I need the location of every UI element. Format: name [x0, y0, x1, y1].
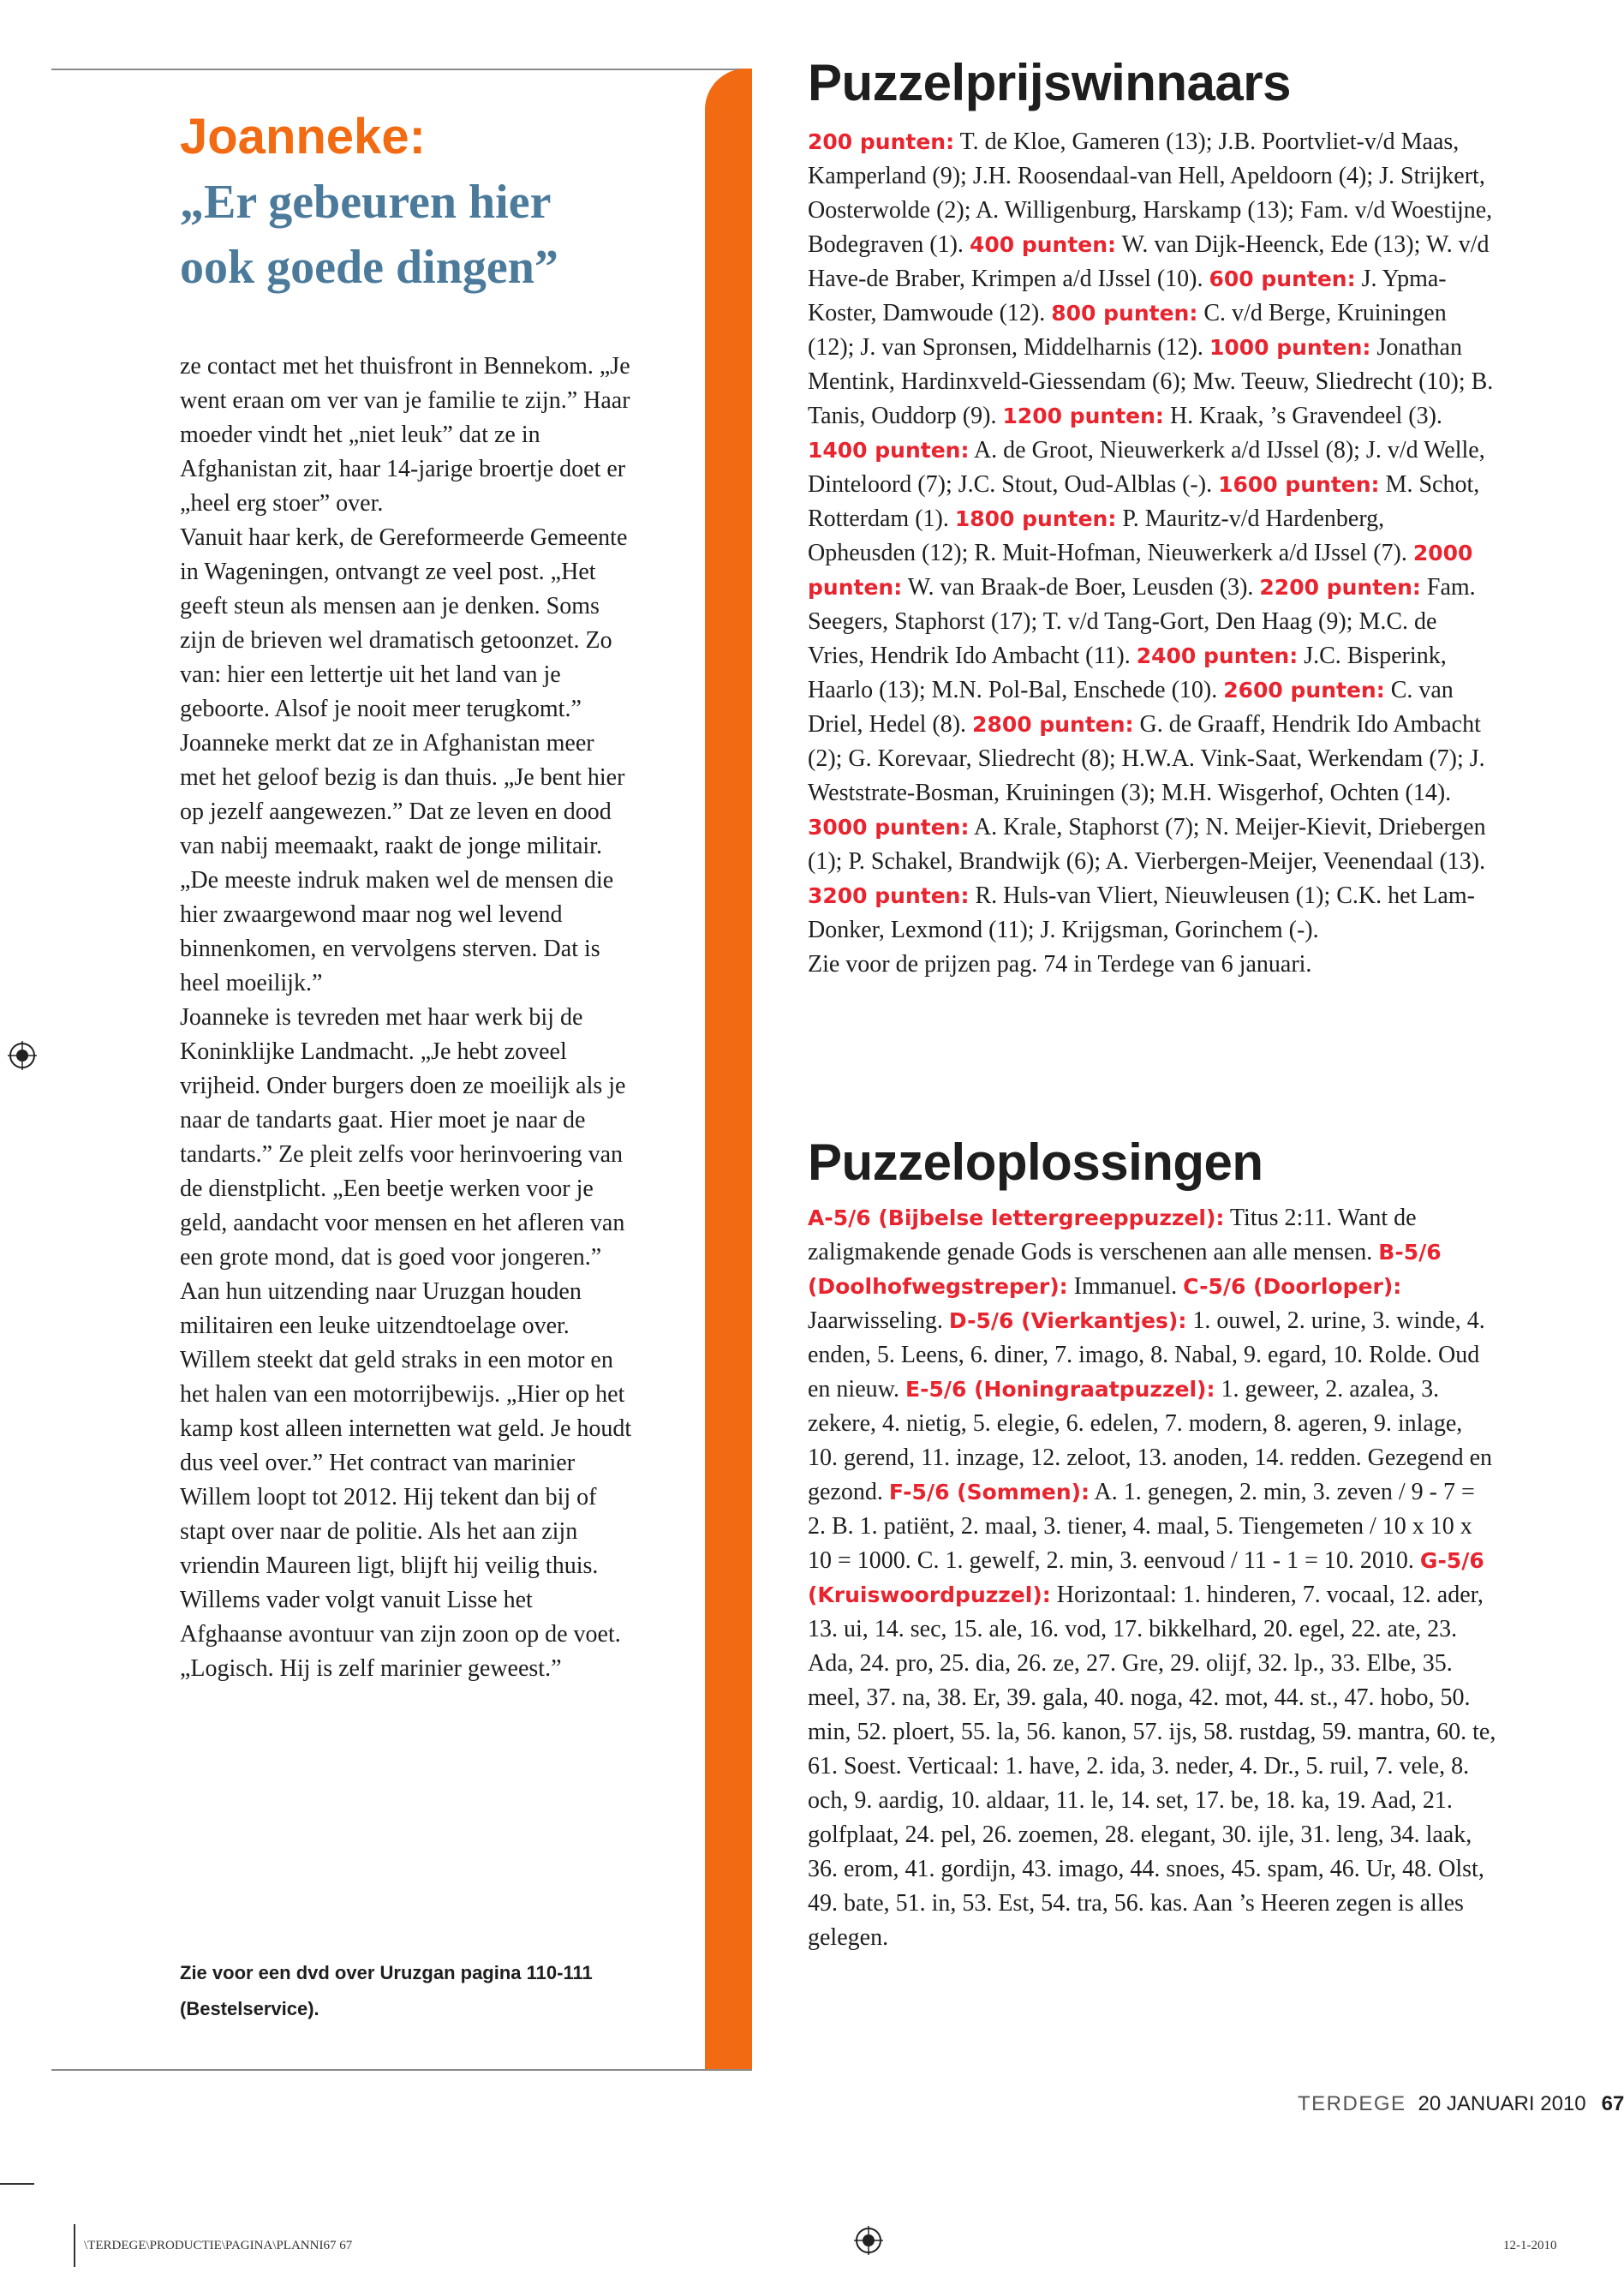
points-label: 1000 punten:	[1209, 335, 1371, 360]
bottom-rule	[51, 2069, 752, 2071]
points-label: 3000 punten:	[808, 815, 970, 840]
solutions-text	[808, 1201, 1497, 1955]
top-rule	[51, 69, 747, 70]
points-label: 2800 punten:	[972, 712, 1134, 737]
points-label: 2600 punten:	[1223, 678, 1385, 703]
winners-list: C. v/d Berge, Kruiningen (12); J. van Spronsen, Middelharnis (12).	[808, 300, 1447, 361]
winners-list: W. van Dijk-Heenck, Ede (13); W. v/d Have-de Braber, Krimpen a/d IJssel (10).	[808, 231, 1490, 292]
dvd-note: Zie voor een dvd over Uruzgan pagina 110-111 (Bestelservice).	[180, 1962, 593, 2019]
points-label: 800 punten:	[1051, 301, 1198, 326]
winners-list: G. de Graaff, Hendrik Ido Ambacht (2); G. Korevaar, Sliedrecht (8); H.W.A. Vink-Saat, Werkendam (7); J. Weststrate-Bosman, Kruiningen (3); M.H. Wisgerhof, Ochten (14).	[808, 711, 1485, 806]
winners-list: A. de Groot, Nieuwerkerk a/d IJssel (8); J. v/d Welle, Dinteloord (7); J.C. Stout, Oud-Alblas (-).	[808, 437, 1485, 498]
points-label: 200 punten:	[808, 129, 955, 154]
puzzle-answer: Immanuel.	[1067, 1273, 1184, 1300]
winners-title: Puzzelprijswinnaars	[808, 54, 1292, 111]
winners-section	[808, 53, 1497, 982]
winners-list: J.C. Bisperink, Haarlo (13); M.N. Pol-Bal, Enschede (10).	[808, 643, 1447, 703]
puzzle-label: E-5/6 (Honingraatpuzzel):	[905, 1377, 1215, 1402]
headline-quote-line1: „Er gebeuren hier	[180, 176, 552, 229]
winners-list: W. van Braak-de Boer, Leusden (3).	[902, 574, 1260, 601]
article-paragraph: ze contact met het thuisfront in Bennekom. „Je went eraan om ver van je familie te zijn.” Haar moeder vindt het „niet leuk” dat ze in Afghanistan zit, haar 14-jarige broertje doet er „heel erg stoer” over.	[180, 353, 630, 517]
solutions-section	[808, 1133, 1497, 1955]
points-label: 1200 punten:	[1002, 404, 1164, 428]
article-paragraph: Joanneke is tevreden met haar werk bij de Koninklijke Landmacht. „Je hebt zoveel vrijheid. Onder burgers doen ze moeilijk als je naar de tandarts gaat. Hier moet je naar de tandarts.” Ze pleit zelfs voor herinvoering van de dienstplicht. „Een beetje werken voor je geld, aandacht voor mensen en het afleren van een grote mond, dat is goed voor jongeren.”	[180, 1004, 626, 1271]
winners-list: M. Schot, Rotterdam (1).	[808, 471, 1480, 532]
points-label: 3200 punten:	[808, 883, 970, 908]
headline-name: Joanneke:	[180, 109, 426, 164]
points-label: 2000 punten:	[808, 541, 1473, 600]
puzzle-label: C-5/6 (Doorloper):	[1183, 1274, 1402, 1299]
article-paragraph: Joanneke merkt dat ze in Afghanistan meer met het geloof bezig is dan thuis. „Je bent hier op jezelf aangewezen.” Dat ze leven en dood van nabij meemaakt, raakt de jonge militair. „De meeste indruk maken wel de mensen die hier zwaargewond maar nog wel levend binnenkomen, en vervolgens sterven. Dat is heel moeilijk.”	[180, 730, 625, 996]
winners-list: C. van Driel, Hedel (8).	[808, 677, 1454, 738]
points-label: 1400 punten:	[808, 438, 970, 463]
puzzle-label: F-5/6 (Sommen):	[888, 1480, 1090, 1504]
solutions-title: Puzzeloplossingen	[808, 1134, 1263, 1191]
points-label: 1800 punten:	[954, 506, 1117, 531]
puzzle-answer: Titus 2:11. Want de zaligmakende genade Gods is verschenen aan alle mensen.	[808, 1205, 1417, 1265]
article-header	[180, 110, 634, 300]
puzzle-answer: 1. geweer, 2. azalea, 3. zekere, 4. nietig, 5. elegie, 6. edelen, 7. modern, 8. ageren, 9. inlage, 10. gerend, 11. inzage, 12. zeloot, 13. anoden, 14. redden. Gezegend en gezond.	[808, 1376, 1493, 1505]
points-label: 400 punten:	[969, 232, 1117, 257]
points-label: 600 punten:	[1209, 266, 1356, 291]
puzzle-label: D-5/6 (Vierkantjes):	[948, 1308, 1187, 1333]
points-label: 2400 punten:	[1136, 643, 1299, 668]
registration-mark-icon	[8, 1041, 37, 1070]
winners-closing: Zie voor de prijzen pag. 74 in Terdege van 6 januari.	[808, 951, 1312, 978]
crop-mark	[0, 2183, 34, 2185]
winners-list: R. Huls-van Vliert, Nieuwleusen (1); C.K. het Lam-Donker, Lexmond (11); J. Krijgsman, Gorinchem (-).	[808, 882, 1475, 943]
page-number: 67	[1601, 2092, 1624, 2115]
puzzle-label: B-5/6 (Doolhofwegstreper):	[808, 1240, 1442, 1299]
puzzle-label: G-5/6 (Kruiswoordpuzzel):	[808, 1548, 1484, 1607]
winners-text	[808, 125, 1497, 948]
print-slug: \TERDEGE\PRODUCTIE\PAGINA\PLANNI67 67	[84, 2239, 353, 2252]
registration-mark-icon	[854, 2226, 883, 2255]
winners-list: Jonathan Mentink, Hardinxveld-Giessendam (6); Mw. Teeuw, Sliedrecht (10); B. Tanis, Ouddorp (9).	[808, 334, 1494, 429]
puzzle-answer: 1. ouwel, 2. urine, 3. winde, 4. enden, 5. Leens, 6. diner, 7. imago, 8. Nabal, 9. egard, 10. Rolde. Oud en nieuw.	[808, 1307, 1485, 1403]
puzzle-answer: A. 1. genegen, 2. min, 3. zeven / 9 - 7 = 2. B. 1. patiënt, 2. maal, 3. tiener, 4. maal, 5. Tiengemeten / 10 x 10 x 10 = 1000. C. 1. gewelf, 2. min, 3. eenvoud / 11 - 1 = 10. 2010.	[808, 1479, 1475, 1574]
points-label: 1600 punten:	[1218, 472, 1380, 497]
crop-mark	[74, 2224, 75, 2267]
print-date: 12-1-2010	[1503, 2239, 1557, 2252]
points-label: 2200 punten:	[1259, 575, 1421, 600]
winners-list: T. de Kloe, Gameren (13); J.B. Poortvliet-v/d Maas, Kamperland (9); J.H. Roosendaal-van Hell, Apeldoorn (4); J. Strijkert, Oosterwolde (2); A. Willigenburg, Harskamp (13); Fam. v/d Woestijne, Bodegraven (1).	[808, 129, 1493, 258]
winners-list: P. Mauritz-v/d Hardenberg, Opheusden (12); R. Muit-Hofman, Nieuwerkerk a/d IJssel (7).	[808, 505, 1413, 566]
winners-list: J. Ypma-Koster, Damwoude (12).	[808, 266, 1447, 326]
winners-list: Fam. Seegers, Staphorst (17); T. v/d Tang-Gort, Den Haag (9); M.C. de Vries, Hendrik Ido Ambacht (11).	[808, 574, 1476, 669]
puzzle-answer: Jaarwisseling.	[808, 1307, 949, 1334]
headline-quote	[180, 170, 634, 300]
orange-column-bar	[705, 69, 752, 2071]
page-footer	[1298, 2092, 1624, 2116]
footer-brand: TERDEGE	[1298, 2092, 1406, 2115]
winners-list: A. Krale, Staphorst (7); N. Meijer-Kievit, Driebergen (1); P. Schakel, Brandwijk (6); A. Vierbergen-Meijer, Veenendaal (13).	[808, 814, 1486, 875]
headline-quote-line2: ook goede dingen”	[180, 241, 558, 294]
winners-list: H. Kraak, ’s Gravendeel (3).	[1163, 403, 1442, 429]
puzzle-answer: Horizontaal: 1. hinderen, 7. vocaal, 12. ader, 13. ui, 14. sec, 15. ale, 16. vod, 17. bikkelhard, 20. egel, 22. ate, 23. Ada, 24. pro, 25. dia, 26. ze, 27. Gre, 29. olijf, 32. lp., 33. Elbe, 35. meel, 37. na, 38. Er, 39. gala, 40. noga, 42. mot, 44. st., 47. hobo, 50. min, 52. ploert, 55. la, 56. kanon, 57. ijs, 58. rustdag, 59. mantra, 60. te, 61. Soest. Verticaal: 1. have, 2. ida, 3. neder, 4. Dr., 5. ruil, 7. vele, 8. och, 9. aardig, 10. aldaar, 11. le, 14. set, 17. be, 18. ka, 19. Aad, 21. golfplaat, 24. pel, 26. zoemen, 28. elegant, 30. ijle, 31. leng, 34. laak, 36. erom, 41. gordijn, 43. imago, 44. snoes, 45. spam, 46. Ur, 48. Olst, 49. bate, 51. in, 53. Est, 54. tra, 56. kas. Aan ’s Heeren zegen is alles gelegen.	[808, 1582, 1496, 1951]
article-paragraph: Aan hun uitzending naar Uruzgan houden militairen een leuke uitzendtoelage over. Willem steekt dat geld straks in een motor en het halen van een motorrijbewijs. „Hier op het kamp kost alleen internetten wat geld. Je houdt dus veel over.” Het contract van marinier Willem loopt tot 2012. Hij tekent dan bij of stapt over naar de politie. Als het aan zijn vriendin Maureen ligt, blijft hij veilig thuis. Willems vader volgt vanuit Lisse het Afghaanse avontuur van zijn zoon op de voet. „Logisch. Hij is zelf marinier geweest.”	[180, 1278, 632, 1682]
article-body	[180, 350, 634, 1686]
article-paragraph: Vanuit haar kerk, de Gereformeerde Gemeente in Wageningen, ontvangt ze veel post. „Het geeft steun als mensen aan je denken. Soms zijn de brieven wel dramatisch getoonzet. Zo van: hier een lettertje uit het land van je geboorte. Alsof je nooit meer terugkomt.”	[180, 524, 628, 722]
puzzle-label: A-5/6 (Bijbelse lettergreeppuzzel):	[808, 1205, 1225, 1230]
footer-date: 20 JANUARI 2010	[1418, 2092, 1586, 2115]
